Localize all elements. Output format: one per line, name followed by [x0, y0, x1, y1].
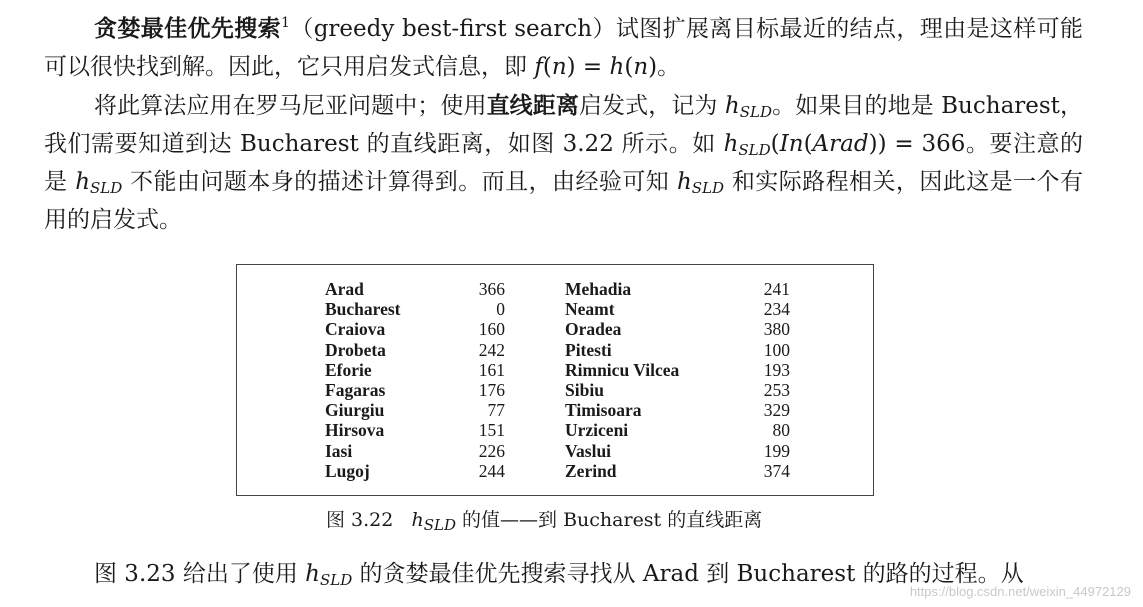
paragraph-2: 将此算法应用在罗马尼亚问题中；使用直线距离启发式，记为 $h_{SLD}$。如果目的地是 Bucharest，我们需要知道到达 Bucharest 的直线距离，如图 3.22 所示。如 $h_{SLD}(In(Arad)) = 366$。要注意的是 $h_{SLD}$ 不能由问题本身的描述计算得到。而且，由经验可知 $h_{SLD}$ 和实际路程相关，因此这是一个有用的启发式。 [44, 92, 1084, 233]
hsld-table [236, 264, 874, 496]
table-column-left [325, 279, 505, 481]
table-row: Arad 366 [325, 279, 505, 299]
watermark: https://blog.csdn.net/weixin_44972129 [909, 584, 1131, 599]
paragraph-3: 图 3.23 给出了使用 $h_{SLD}$ 的贪婪最佳优先搜索寻找从 Arad 到 Bucharest 的路的过程。从 [94, 561, 1024, 589]
table-row: Timisoara 329 [565, 400, 790, 421]
table-row: Rimnicu Vilcea 193 [565, 359, 790, 380]
table-row: Zerind 374 [565, 460, 790, 481]
table-column-right [565, 279, 790, 481]
table-row: Mehadia 241 [565, 279, 790, 299]
table-row: Vaslui 199 [565, 440, 790, 461]
table-row: Pitesti 100 [565, 339, 790, 360]
table-row: Sibiu 253 [565, 379, 790, 400]
table-row: Hirsova 151 [325, 420, 505, 441]
table-row: Lugoj 244 [325, 460, 505, 481]
footnote-marker: 1 [281, 15, 290, 31]
table-row: Bucharest 0 [325, 299, 505, 320]
table-row: Fagaras 176 [325, 379, 505, 400]
english-term: （greedy best-first search） [289, 16, 616, 42]
table-row: Craiova 160 [325, 319, 505, 340]
table-row: Iasi 226 [325, 440, 505, 461]
table-row: Oradea 380 [565, 319, 790, 340]
figure-caption: 图 3.22 $h_{SLD}$ 的值——到 Bucharest 的直线距离 [326, 509, 763, 534]
figure-label: 图 3.22 [326, 509, 394, 531]
table-row: Giurgiu 77 [325, 400, 505, 421]
term-greedy-best-first: 贪婪最佳优先搜索 [94, 15, 282, 42]
table-row: Urziceni 80 [565, 420, 790, 441]
term-straight-line-distance: 直线距离 [486, 92, 579, 119]
table-row: Neamt 234 [565, 299, 790, 320]
paragraph-1: 贪婪最佳优先搜索$^1$（greedy best-first search）试图扩展离目标最近的结点，理由是这样可能可以很快找到解。因此，它只用启发式信息，即 f(n) = h(n)。 [44, 15, 1083, 80]
table-row: Eforie 161 [325, 359, 505, 380]
table-row: Drobeta 242 [325, 339, 505, 360]
